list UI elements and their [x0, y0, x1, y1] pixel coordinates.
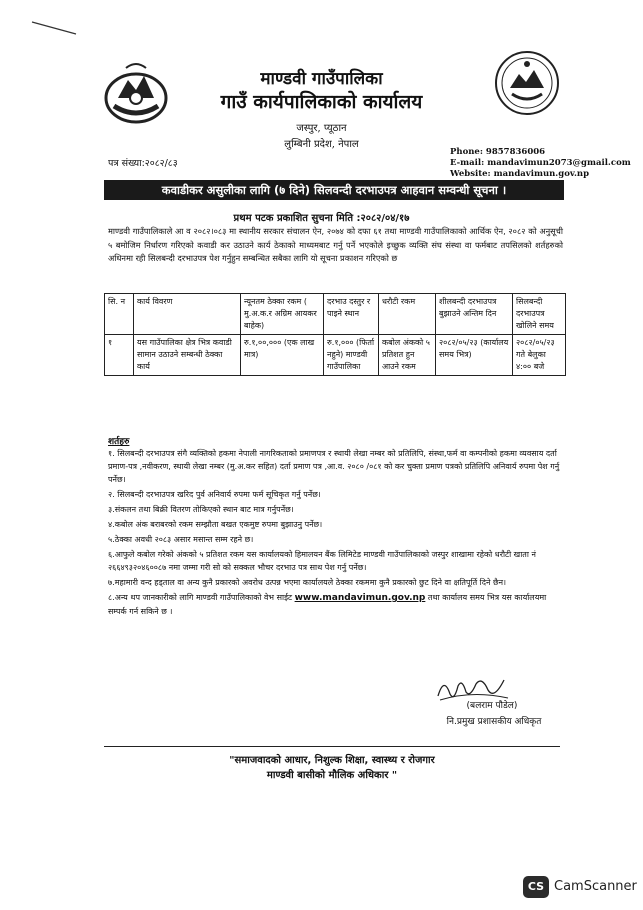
column-header: धरौटी रकम [379, 294, 436, 335]
table-cell: १ [105, 335, 134, 376]
slogan-line-2: माण्डवी बासीको मौलिक अधिकार " [266, 770, 398, 781]
terms-heading: शर्तहरु [108, 437, 130, 447]
terms-list [108, 447, 565, 620]
contact-block [450, 147, 631, 180]
phone-text: Phone: 9857836006 [450, 147, 546, 157]
term-item: ६.आफुले कबोल गरेको अंकको ५ प्रतिशत रकम यस कार्यालयको हिमालयन बैंक लिमिटेड माण्डवी गाउँपालिकाको जस्पुर शाखामा रहेको धरौटी खाता नं २६६४९३२०४६००८७ नमा जम्मा गरी सो को सक्कल भौचर दरभाउ पत्र साथ पेश गर्नु पर्नेछ। [108, 550, 536, 572]
notice-headline: कवाडीकर असुलीका लागि (७ दिने) सिलवन्दी दरभाउपत्र आहवान सम्वन्धी सूचना । [104, 180, 564, 200]
column-header: शीलबन्दी दरभाउपत्र बुझाउने अन्तिम दिन [436, 294, 513, 335]
table-cell: २०८२/०५/२३ (कार्यालय समय भित्र) [436, 335, 513, 376]
publication-date: प्रथम पटक प्रकाशित सुचना मिति :२०८२/०४/१७ [233, 213, 410, 224]
footer-slogan [104, 746, 560, 793]
column-header: न्यूनतम ठेक्का रकम ( मु.अ.क.र अग्रिम आयकर बाहेक) [241, 294, 324, 335]
notice-intro: माण्डवी गाउँपालिकाले आ व २०८२।०८३ मा स्थानीय सरकार संचालन ऐन, २०७४ को दफा ६१ तथा माण्डवी गाउँपालिकाको आर्थिक ऐन, २०८२ को अनुसूची ५ बमोजिम निर्धारण गरिएको कवाडी कर उठाउने कार्य ठेकाको माध्यमबाट गर्नु पर्ने भएकोले इच्छुक व्यक्ति संघ संस्था वा फर्मबाट तपसिलको शर्तहरुको अधिनमा रही सिलबन्दी दरभाउपत्र पेश गर्नुहुन सम्बन्धित सबैका लागि यो सूचना प्रकाशन गरिएको छ [108, 226, 563, 263]
reference-number: पत्र संख्या:२०८२/८३ [108, 158, 178, 169]
term-item-8-text: ८.अन्य थप जानकारीको लागि माण्डवी गाउँपालिकाको वेभ साईट [108, 593, 293, 602]
table-cell: रु.१,००,००० (एक लाख मात्र) [241, 335, 324, 376]
term-item: २. सिलबन्दी दरभाउपत्र खरिद पुर्व अनिवार्य रुपमा फर्म सूचिकृत गर्नु पर्नेछ। [108, 490, 321, 499]
website-link[interactable]: www.mandavimun.gov.np [294, 593, 426, 603]
table-cell: रु.१,००० (फिर्ता नहुने) माण्डवी गाउँपालिका [324, 335, 379, 376]
term-item: ५.ठेक्का अवधी २०८३ असार मसान्त सम्म रहने छ। [108, 535, 254, 544]
column-header: दरभाउ दस्तुर र पाइने स्थान [324, 294, 379, 335]
table-header-row [105, 294, 566, 335]
term-item: ७.महामारी वन्द हड्ताल वा अन्य कुनै प्रकारको अवरोध उत्पन्न भएमा कार्यालयले ठेक्का रकममा कुनै प्रकारको छुट दिने वा क्षतिपूर्ति दिने छैन। [108, 578, 507, 587]
column-header: सिलबन्दी दरभाउपत्र खोलिने समय [513, 294, 566, 335]
table-cell: कबोल अंकको ५ प्रतिशत हुन आउने रकम [379, 335, 436, 376]
signatory-name: (बलराम पौडेल) [466, 701, 518, 711]
table-row [105, 335, 566, 376]
camscanner-watermark: CamScanner [554, 879, 637, 894]
slogan-line-1: "समाजवादको आधार, निशुल्क शिक्षा, स्वास्थ्य र रोजगार [229, 755, 435, 766]
address-line-1: जस्पुर, प्यूठान [296, 123, 347, 134]
office-name: गाउँ कार्यपालिकाको कार्यालय [220, 91, 423, 113]
website-text: Website: mandavimun.gov.np [450, 169, 590, 179]
column-header: कार्य विवरण [134, 294, 241, 335]
pen-scribble [30, 18, 78, 36]
term-item: १. सिलबन्दी दरभाउपत्र संगै व्यक्तिको हकमा नेपाली नागरिकताको प्रमाणपत्र र स्थायी लेखा नम्बर को प्रतिलिपि, संस्था,फर्म वा कम्पनीको हकमा व्यवसाय दर्ता प्रमाण-पत्र ,नवीकरण, स्थायी लेखा नम्बर (मु.अ.कर सहित) दर्ता प्रमाण पत्र ,आ.व. २०८० /०८१ को कर चुक्ता प्रमाण पत्रको प्रतिलिपि अनिवार्य रुपमा पेश गर्नु पर्नेछ। [108, 449, 560, 484]
signatory-title: नि.प्रमुख प्रशासकीय अधिकृत [446, 717, 542, 727]
term-item: ४.कबोल अंक बराबरको रकम सम्झौता बखत एकमुष्ट रुपमा बुझाउनु पर्नेछ। [108, 520, 323, 529]
term-item [108, 591, 565, 618]
address-line-2: लुम्बिनी प्रदेश, नेपाल [284, 139, 359, 150]
camscanner-logo-icon: CS [523, 876, 549, 898]
municipality-name: माण्डवी गाउँपालिका [260, 69, 383, 89]
table-cell: २०८२/०५/२३ गते बेलुका ४:०० बजे [513, 335, 566, 376]
tender-table [104, 293, 566, 376]
table-cell: यस गाउँपालिका क्षेत्र भित्र कवाडी सामान उठाउने सम्बन्धी ठेक्का कार्य [134, 335, 241, 376]
term-item: ३.संकलन तथा बिक्री वितरण तोकिएको स्थान बाट मात्र गर्नुपर्नेछ। [108, 505, 294, 514]
email-text: E-mail: mandavimun2073@gmail.com [450, 158, 631, 168]
term-item-8-tail: तथा कार्यालय समय भित्र यस कार्यालयमा सम्पर्क गर्न सकिने छ । [108, 593, 547, 616]
column-header: सि. न [105, 294, 134, 335]
